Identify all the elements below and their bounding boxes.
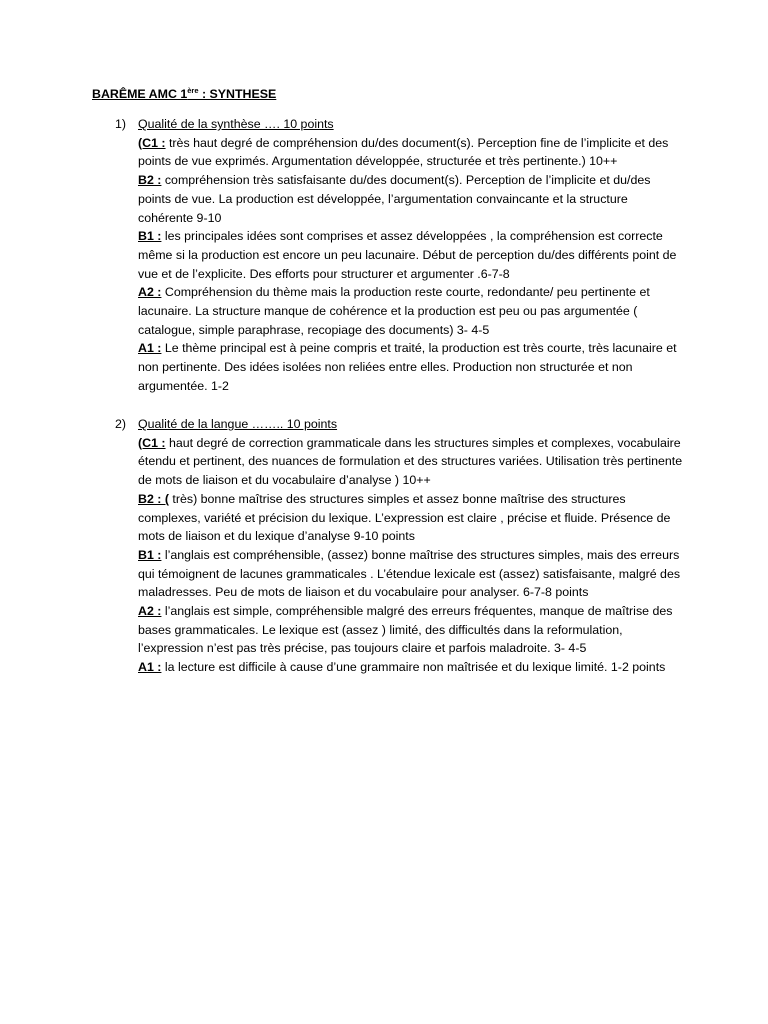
level-description: très) bonne maîtrise des structures simples et assez bonne maîtrise des structures complexes, variété et précision du lexique. L’expression est claire , précise et fluide. Présence de mots de liaison et du lexique d’analyse 9-10 points <box>138 491 671 544</box>
title-prefix: BARÊME AMC 1 <box>92 87 188 101</box>
level-description: les principales idées sont comprises et assez développées , la compréhension est correcte même si la production est encore un peu lacunaire. Début de perception du/des différents point de vue et de l’explicite. Des efforts pour structurer et argumenter .6-7-8 <box>138 229 677 281</box>
level-code: (C1 : <box>138 435 166 450</box>
criterion-b2 <box>138 171 685 227</box>
level-description: l’anglais est compréhensible, (assez) bonne maîtrise des structures simples, mais des erreurs qui témoignent de lacunes grammaticales . L’étendue lexicale est (assez) satisfaisante, malgré des maladresses. Peu de mots de liaison et du vocabulaire pour analyser. 6-7-8 points <box>138 547 681 600</box>
level-code: A1 : <box>138 660 162 675</box>
section-number: 2) <box>115 417 127 431</box>
level-description: Le thème principal est à peine compris et traité, la production est très courte, très lacunaire et non pertinente. Des idées isolées non reliées entre elles. Production non structurée et non argumentée. 1-2 <box>138 341 677 393</box>
document-title <box>92 85 276 104</box>
level-description: l’anglais est simple, compréhensible malgré des erreurs fréquentes, manque de maîtrise des bases grammaticales. Le lexique est (assez ) limité, des difficultés dans la reformulation, l’expression n’est pas très précise, pas toujours claire et parfois maladroite. 3- 4-5 <box>138 604 673 656</box>
section-language-quality <box>115 415 685 677</box>
level-code: A2 : <box>138 285 162 300</box>
criterion-c1 <box>138 134 685 171</box>
section-body <box>138 115 685 396</box>
level-description: très haut degré de compréhension du/des document(s). Perception fine de l’implicite et des points de vue exprimés. Argumentation développée, structurée et très pertinente.) 10++ <box>138 135 669 169</box>
section-body <box>138 415 685 677</box>
section-number: 1) <box>115 117 127 131</box>
section-heading: Qualité de la synthèse …. 10 points <box>138 117 334 131</box>
level-description: Compréhension du thème mais la production reste courte, redondante/ peu pertinente et lacunaire. La structure manque de cohérence et la production est peu ou pas argumentée ( catalogue, simple paraphrase, recopiage des documents) 3- 4-5 <box>138 285 650 337</box>
level-code: A2 : <box>138 604 162 619</box>
criterion-b2 <box>138 490 685 546</box>
level-code: B2 : <box>138 173 162 188</box>
criterion-b1 <box>138 546 685 602</box>
section-synthesis-quality <box>115 115 685 396</box>
level-code: B1 : <box>138 547 162 562</box>
title-suffix: : SYNTHESE <box>198 87 277 101</box>
criterion-c1 <box>138 434 685 490</box>
title-superscript: ère <box>187 86 199 95</box>
level-code: (C1 : <box>138 135 166 150</box>
level-description: la lecture est difficile à cause d’une grammaire non maîtrisée et du lexique limité. 1-2 points <box>161 660 666 675</box>
level-description: compréhension très satisfaisante du/des document(s). Perception de l’implicite et du/des points de vue. La production est développée, l’argumentation convaincante et la structure cohérente 9-10 <box>138 173 651 225</box>
criterion-b1 <box>138 227 685 283</box>
level-description: haut degré de correction grammaticale dans les structures simples et complexes, vocabulaire étendu et pertinent, des nuances de formulation et des structures variées. Utilisation très pertinente de mots de liaison et du vocabulaire d’analyse ) 10++ <box>138 435 683 488</box>
criterion-a1 <box>138 339 685 395</box>
level-code: A1 : <box>138 341 162 356</box>
section-heading: Qualité de la langue …….. 10 points <box>138 417 338 431</box>
criterion-a2 <box>138 283 685 339</box>
criterion-a2 <box>138 602 685 658</box>
criterion-a1 <box>138 658 685 677</box>
level-code: B2 : ( <box>138 491 169 506</box>
level-code: B1 : <box>138 229 162 244</box>
